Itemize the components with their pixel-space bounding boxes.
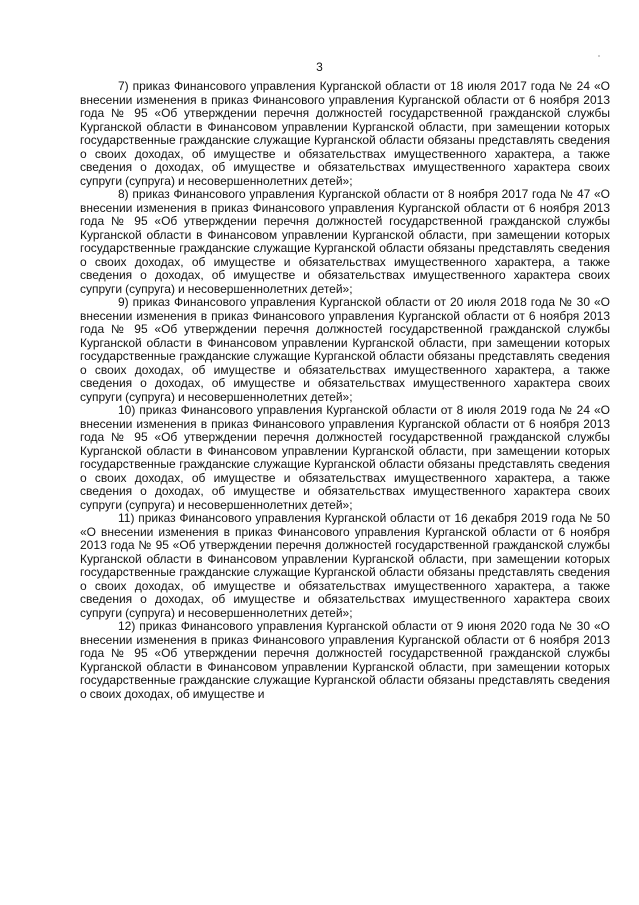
list-item-10: 10) приказ Финансового управления Курганской области от 8 июля 2019 года № 24 «О внесении изменения в приказ Финансового управления Курганской области от 6 ноября 2013 года № 95 «Об утверждении перечня должностей государственной гражданской службы Курганской области в Финансовом управлении Курганской области, при замещении которых государственные гражданские служащие Курганской области обязаны представлять сведения о своих доходах, об имуществе и обязательствах имущественного характера, а также сведения о доходах, об имуществе и обязательствах имущественного характера своих супруги (супруга) и несовершеннолетних детей»; [80, 403, 610, 512]
list-item-8: 8) приказ Финансового управления Курганской области от 8 ноября 2017 года № 47 «О внесении изменения в приказ Финансового управления Курганской области от 6 ноября 2013 года № 95 «Об утверждении перечня должностей государственной гражданской службы Курганской области в Финансовом управлении Курганской области, при замещении которых государственные гражданские служащие Курганской области обязаны представлять сведения о своих доходах, об имуществе и обязательствах имущественного характера, а также сведения о доходах, об имуществе и обязательствах имущественного характера своих супруги (супруга) и несовершеннолетних детей»; [80, 187, 610, 296]
scan-speck [598, 55, 600, 57]
list-item-12: 12) приказ Финансового управления Курганской области от 9 июня 2020 года № 30 «О внесении изменения в приказ Финансового управления Курганской области от 6 ноября 2013 года № 95 «Об утверждении перечня должностей государственной гражданской службы Курганской области в Финансовом управлении Курганской области, при замещении которых государственные гражданские служащие Курганской области обязаны представлять сведения о своих доходах, об имуществе и [80, 619, 610, 701]
page-number: 3 [316, 60, 323, 74]
list-item-11: 11) приказ Финансового управления Курганской области от 16 декабря 2019 года № 50 «О внесении изменения в приказ Финансового управления Курганской области от 6 ноября 2013 года № 95 «Об утверждении перечня должностей государственной гражданской службы Курганской области в Финансовом управлении Курганской области, при замещении которых государственные гражданские служащие Курганской области обязаны представлять сведения о своих доходах, об имуществе и обязательствах имущественного характера, а также сведения о доходах, об имуществе и обязательствах имущественного характера своих супруги (супруга) и несовершеннолетних детей»; [80, 511, 610, 620]
list-item-9: 9) приказ Финансового управления Курганской области от 20 июля 2018 года № 30 «О внесении изменения в приказ Финансового управления Курганской области от 6 ноября 2013 года № 95 «Об утверждении перечня должностей государственной гражданской службы Курганской области в Финансовом управлении Курганской области, при замещении которых государственные гражданские служащие Курганской области обязаны представлять сведения о своих доходах, об имуществе и обязательствах имущественного характера, а также сведения о доходах, об имуществе и обязательствах имущественного характера своих супруги (супруга) и несовершеннолетних детей»; [80, 295, 610, 404]
document-body [80, 80, 610, 701]
list-item-7: 7) приказ Финансового управления Курганской области от 18 июля 2017 года № 24 «О внесении изменения в приказ Финансового управления Курганской области от 6 ноября 2013 года № 95 «Об утверждении перечня должностей государственной гражданской службы Курганской области в Финансовом управлении Курганской области, при замещении которых государственные гражданские служащие Курганской области обязаны представлять сведения о своих доходах, об имуществе и обязательствах имущественного характера, а также сведения о доходах, об имуществе и обязательствах имущественного характера своих супруги (супруга) и несовершеннолетних детей»; [80, 79, 610, 188]
